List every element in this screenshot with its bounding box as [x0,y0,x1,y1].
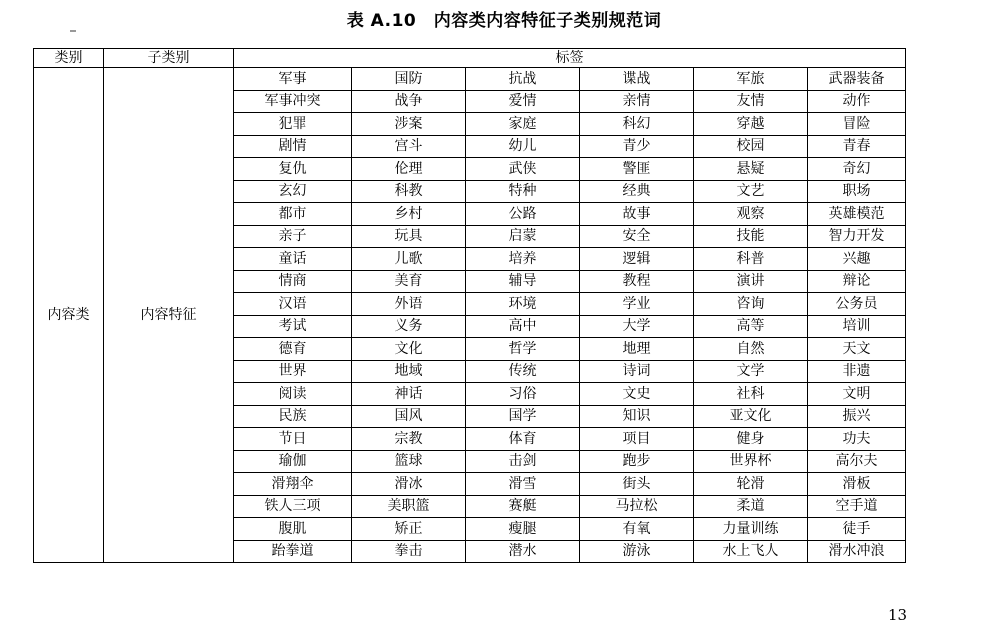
tag-cell: 青少 [580,135,694,158]
tag-cell: 爱情 [466,90,580,113]
tag-cell: 公路 [466,203,580,226]
tag-cell: 咨询 [694,293,808,316]
tag-cell: 武侠 [466,158,580,181]
tag-cell: 国学 [466,405,580,428]
tag-cell: 涉案 [352,113,466,136]
tag-cell: 外语 [352,293,466,316]
tag-cell: 幼儿 [466,135,580,158]
tag-cell: 演讲 [694,270,808,293]
tag-cell: 文化 [352,338,466,361]
tag-cell: 儿歌 [352,248,466,271]
tag-cell: 友情 [694,90,808,113]
tag-cell: 滑雪 [466,473,580,496]
tag-cell: 腹肌 [234,518,352,541]
table-body [34,68,906,563]
tag-cell: 技能 [694,225,808,248]
tag-cell: 经典 [580,180,694,203]
tag-cell: 国防 [352,68,466,91]
tag-cell: 特种 [466,180,580,203]
tag-cell: 逻辑 [580,248,694,271]
tag-cell: 玄幻 [234,180,352,203]
tag-cell: 启蒙 [466,225,580,248]
tag-cell: 轮滑 [694,473,808,496]
header-row [34,49,906,68]
tag-cell: 滑翔伞 [234,473,352,496]
tag-cell: 悬疑 [694,158,808,181]
header-tags: 标签 [234,49,906,68]
tag-cell: 世界 [234,360,352,383]
tag-cell: 传统 [466,360,580,383]
tag-cell: 都市 [234,203,352,226]
tag-cell: 马拉松 [580,495,694,518]
tag-cell: 安全 [580,225,694,248]
tag-cell: 警匪 [580,158,694,181]
category-cell: 内容类 [34,68,104,563]
tag-cell: 科幻 [580,113,694,136]
tag-cell: 复仇 [234,158,352,181]
tag-cell: 犯罪 [234,113,352,136]
tag-cell: 健身 [694,428,808,451]
tag-cell: 节日 [234,428,352,451]
tag-cell: 故事 [580,203,694,226]
tag-cell: 宗教 [352,428,466,451]
tag-cell: 高尔夫 [808,450,906,473]
tag-cell: 谍战 [580,68,694,91]
tag-cell: 科普 [694,248,808,271]
subcategory-cell: 内容特征 [104,68,234,563]
tag-cell: 英雄模范 [808,203,906,226]
tag-cell: 民族 [234,405,352,428]
tag-cell: 考试 [234,315,352,338]
tag-cell: 伦理 [352,158,466,181]
tag-cell: 职场 [808,180,906,203]
tag-cell: 大学 [580,315,694,338]
tag-cell: 军事 [234,68,352,91]
tag-cell: 阅读 [234,383,352,406]
tag-cell: 赛艇 [466,495,580,518]
tag-cell: 乡村 [352,203,466,226]
tag-cell: 体育 [466,428,580,451]
tag-cell: 柔道 [694,495,808,518]
tag-cell: 跑步 [580,450,694,473]
table-row [34,68,906,91]
tag-cell: 篮球 [352,450,466,473]
tag-cell: 军旅 [694,68,808,91]
tag-cell: 学业 [580,293,694,316]
page-number: 13 [888,606,908,624]
tag-cell: 奇幻 [808,158,906,181]
header-category: 类别 [34,49,104,68]
tag-cell: 公务员 [808,293,906,316]
tag-cell: 非遗 [808,360,906,383]
tag-cell: 辩论 [808,270,906,293]
tag-cell: 社科 [694,383,808,406]
tag-cell: 教程 [580,270,694,293]
header-subcategory: 子类别 [104,49,234,68]
scan-mark [70,30,76,32]
tag-cell: 冒险 [808,113,906,136]
tag-cell: 习俗 [466,383,580,406]
tag-cell: 游泳 [580,540,694,563]
tag-cell: 功夫 [808,428,906,451]
tag-cell: 战争 [352,90,466,113]
tag-cell: 宫斗 [352,135,466,158]
tag-cell: 科教 [352,180,466,203]
tag-cell: 家庭 [466,113,580,136]
tag-cell: 兴趣 [808,248,906,271]
tag-cell: 拳击 [352,540,466,563]
tag-cell: 水上飞人 [694,540,808,563]
tag-cell: 童话 [234,248,352,271]
tag-cell: 铁人三项 [234,495,352,518]
tag-cell: 知识 [580,405,694,428]
tag-cell: 培养 [466,248,580,271]
tag-cell: 剧情 [234,135,352,158]
tag-cell: 天文 [808,338,906,361]
tag-cell: 振兴 [808,405,906,428]
tag-cell: 校园 [694,135,808,158]
tag-cell: 项目 [580,428,694,451]
tag-cell: 国风 [352,405,466,428]
page-title: 表 A.10 内容类内容特征子类别规范词 [346,11,662,31]
tag-cell: 自然 [694,338,808,361]
tag-cell: 抗战 [466,68,580,91]
tag-cell: 文史 [580,383,694,406]
tag-cell: 地域 [352,360,466,383]
tag-cell: 哲学 [466,338,580,361]
tag-cell: 穿越 [694,113,808,136]
tag-cell: 环境 [466,293,580,316]
tag-cell: 培训 [808,315,906,338]
tag-cell: 徒手 [808,518,906,541]
tag-cell: 滑冰 [352,473,466,496]
tag-cell: 亲子 [234,225,352,248]
tag-cell: 情商 [234,270,352,293]
tag-cell: 滑板 [808,473,906,496]
tag-cell: 文学 [694,360,808,383]
spec-table [33,48,906,563]
tag-cell: 义务 [352,315,466,338]
tag-cell: 武器装备 [808,68,906,91]
tag-cell: 力量训练 [694,518,808,541]
tag-cell: 空手道 [808,495,906,518]
tag-cell: 文艺 [694,180,808,203]
tag-cell: 亚文化 [694,405,808,428]
tag-cell: 智力开发 [808,225,906,248]
tag-cell: 潜水 [466,540,580,563]
tag-cell: 文明 [808,383,906,406]
tag-cell: 美职篮 [352,495,466,518]
tag-cell: 瘦腿 [466,518,580,541]
tag-cell: 击剑 [466,450,580,473]
tag-cell: 高中 [466,315,580,338]
tag-cell: 矫正 [352,518,466,541]
tag-cell: 军事冲突 [234,90,352,113]
tag-cell: 青春 [808,135,906,158]
tag-cell: 辅导 [466,270,580,293]
tag-cell: 滑水冲浪 [808,540,906,563]
tag-cell: 观察 [694,203,808,226]
tag-cell: 神话 [352,383,466,406]
tag-cell: 跆拳道 [234,540,352,563]
tag-cell: 高等 [694,315,808,338]
tag-cell: 亲情 [580,90,694,113]
tag-cell: 诗词 [580,360,694,383]
tag-cell: 汉语 [234,293,352,316]
tag-cell: 地理 [580,338,694,361]
tag-cell: 瑜伽 [234,450,352,473]
tag-cell: 世界杯 [694,450,808,473]
tag-cell: 街头 [580,473,694,496]
tag-cell: 美育 [352,270,466,293]
tag-cell: 有氧 [580,518,694,541]
tag-cell: 德育 [234,338,352,361]
tag-cell: 动作 [808,90,906,113]
tag-cell: 玩具 [352,225,466,248]
